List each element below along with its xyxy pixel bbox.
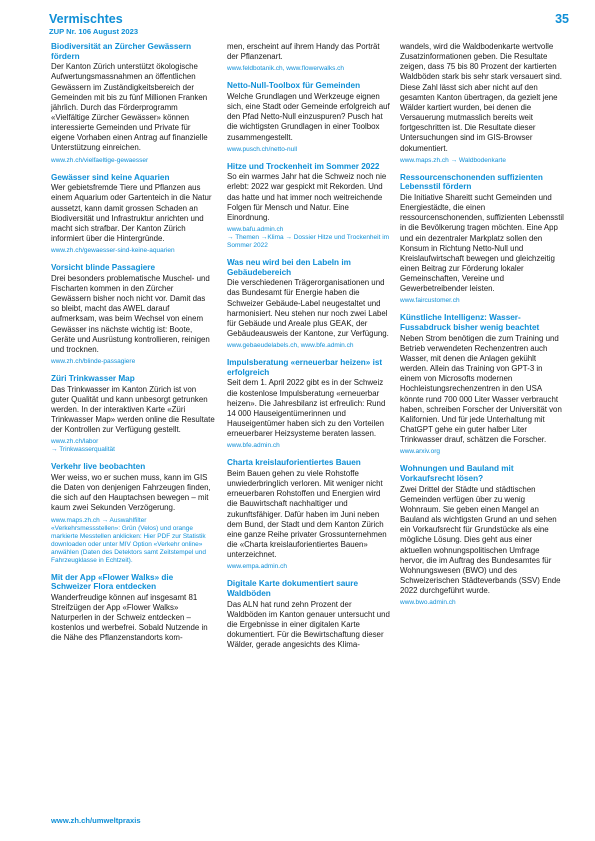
article-links: [51, 247, 215, 255]
article-link[interactable]: www.bafu.admin.ch: [227, 226, 284, 234]
article-link[interactable]: www.bfe.admin.ch: [227, 442, 280, 450]
article-body: wandels, wird die Waldbodenkarte wertvolle Zusatzinformationen geben. Die Resultate zeigen, dass 75 bis 80 Prozent der kartierten Waldböden stark bis sehr stark versauert sind. Diese Zahl lässt sich aber nicht auf den gesamten Kanton übertragen, da gezielt jene Wälder kartiert wurden, bei denen die Versauerung mutmasslich bereits weit fortgeschritten ist. Die Resultate dieser Untersuchungen sind im GIS-Browser dokumentiert.: [400, 42, 562, 153]
article: [51, 173, 215, 256]
article-title: Mit der App «Flower Walks» die Schweizer Flora entdecken: [51, 572, 174, 592]
article-title: Gewässer sind keine Aquarien: [51, 172, 170, 182]
article: [400, 313, 564, 456]
article-title: Charta kreislauforientiertes Bauen: [227, 458, 361, 468]
article-links: [51, 358, 215, 366]
article-links: [227, 65, 391, 73]
article-title: Digitale Karte dokumentiert saure Waldböden: [227, 579, 359, 598]
article-body: Beim Bauen gehen zu viele Rohstoffe unwiederbringlich verloren. Mit weniger nicht erneuerbaren Rohstoffen und Energien wird die Bauwirtschaft nachhaltiger und zukunftsfähiger. Dafür haben im Juni neben dem Bund, der Stadt und dem Kanton Zürich eine ganze Reihe privater Grossunternehmen die «Charta kreislauforientiertes Bauen» unterzeichnet.: [227, 468, 387, 560]
article-links: [227, 442, 391, 450]
article-links: [51, 517, 215, 565]
article-title: Züri Trinkwasser Map: [51, 373, 135, 383]
article-title: Künstliche Intelligenz: Wasser-Fussabdruck bisher wenig beachtet: [400, 313, 540, 333]
article-links: [227, 226, 391, 250]
article-body: Welche Grundlagen und Werkzeuge eignen sich, eine Stadt oder Gemeinde erfolgreich auf den Pfad Netto-Null einzuspuren? Pusch hat die wichtigsten Grundlagen in einer Toolbox zusammengestellt.: [227, 91, 390, 142]
article: [227, 81, 391, 153]
article-link[interactable]: www.faircustomer.ch: [400, 297, 460, 305]
article-body: Das ALN hat rund zehn Prozent der Waldböden im Kanton genauer untersucht und die Ergebnisse in einer digitalen Karte dokumentiert. Für die Bewirtschaftung dieser Wälder, gerade angesichts des Klima-: [227, 599, 390, 650]
article: [227, 258, 391, 350]
article-link[interactable]: www.gebaeudelabels.ch, www.bfe.admin.ch: [227, 342, 354, 350]
article-body: Wer weiss, wo er suchen muss, kann im GIS die Daten von denjenigen Fahrzeugen finden, die sich auf den Hauptachsen bewegen – mit kaum zwei Sekunden Verzögerung.: [51, 472, 211, 513]
article-links: [227, 146, 391, 154]
column-1: [51, 42, 215, 652]
article-body: Zwei Drittel der Städte und städtischen Gemeinden verfügen über zu wenig Wohnraum. Sie geben einen Mangel an Bauland als wichtigsten Grund an und sehen ein Vorkaufsrecht für Grundstücke als eine mögliche Lösung. Dies geht aus einer aktuellen wohnungspolitischen Umfrage hervor, die im Auftrag des Bundesamtes für Wohnungswesen (BWO) und des Schweizerischen Städteverbands (SSV) Ende 2022 durchgeführt wurde.: [400, 484, 561, 596]
article-title: Hitze und Trockenheit im Sommer 2022: [227, 161, 380, 171]
article: [51, 42, 215, 165]
article-link[interactable]: www.zh.ch/gewaesser-sind-keine-aquarien: [51, 247, 175, 255]
article-link[interactable]: www.zh.ch/labor: [51, 438, 99, 446]
article-link[interactable]: → Themen →Klima → Dossier Hitze und Trockenheit im Sommer 2022: [227, 234, 390, 250]
article: [400, 464, 564, 607]
article-link[interactable]: www.zh.ch/vielfaeltige-gewaesser: [51, 156, 149, 164]
article: [51, 573, 215, 644]
article-links: [51, 438, 215, 454]
article-body: Drei besonders problematische Muschel- und Fischarten kommen in den Zürcher Gewässern bisher noch nicht vor. Damit das so bleibt, macht das AWEL darauf aufmerksam, was beim Wechsel von einem Gewässer ins nächste wichtig ist: Boote, Geräte und Ausrüstung kontrollieren, reinigen und trocknen.: [51, 273, 210, 354]
article: [227, 162, 391, 250]
article-link[interactable]: www.feldbotanik.ch, www.flowerwalks.ch: [227, 65, 345, 73]
article-title: Wohnungen und Bauland mit Vorkaufsrecht lösen?: [400, 464, 514, 483]
article-title: Verkehr live beobachten: [51, 462, 146, 472]
article-links: [400, 448, 564, 456]
article: [227, 358, 391, 450]
article-body: Neben Strom benötigen die zum Training und Betrieb verwendeten Rechenzentren auch Wasser, mit denen die Anlagen gekühlt werden. Allein das Training von GPT-3 in einem von Microsofts modernen Hochleistungsrechenzentren in den USA könnte rund 700 000 Liter Wasser verbraucht haben, schreiben Forscher der Universität von Kalifornien. Und für jede Unterhaltung mit ChatGPT gehe ein guter halber Liter Trinkwasser drauf, schätzen die Forscher.: [400, 333, 562, 445]
article: [51, 263, 215, 366]
article-link[interactable]: www.maps.zh.ch → Auswahlfilter «Verkehrsmessstellen»: Grün (Velos) und orange markierte Messtellen anklicken: Hier PDF zur Statistik downloaden oder unter MIV Option «Verkehr online» anwählen (Daten des Detektors samt Zeitstempel und Fahrzeugklasse in Echtzeit).: [51, 516, 206, 564]
article-body: men, erscheint auf ihrem Handy das Porträt der Pflanzenart.: [227, 42, 380, 62]
article: [51, 462, 215, 564]
article-link[interactable]: www.empa.admin.ch: [227, 563, 287, 571]
section-title: Vermischtes: [49, 12, 123, 26]
article: [227, 42, 391, 73]
article-links: [227, 342, 391, 350]
article-links: [227, 563, 391, 571]
article-body: Die verschiedenen Trägerorganisationen und das Bundesamt für Energie haben die Schweizer Gebäude-Label neugestaltet und harmonisiert. Neu stehen nur noch zwei Label für Gebäude und Areale plus GEAK, der Gebäudeausweis der Kantone, zur Verfügung.: [227, 278, 389, 339]
page-number: 35: [555, 12, 569, 26]
article-body: Wanderfreudige können auf insgesamt 81 Streifzügen der App «Flower Walks» Naturperlen in der Schweiz entdecken – kostenlos und werbefrei. Sobald Nutzende in die Nähe des Pflanzenstandorts kom-: [51, 592, 208, 643]
article-title: Ressourcenschonenden suffizienten Lebensstil fördern: [400, 172, 543, 192]
article-body: Der Kanton Zürich unterstützt ökologische Aufwertungsmassnahmen an öffentlichen Gewässern im Zuständigkeitsbereich der Gemeinden mit bis zu fünf Millionen Franken jährlich. Durch das Förderprogramm «Vielfältige Zürcher Gewässer» können interessierte Gemeinden und Private für eigene Vorhaben einen Antrag auf finanzielle Unterstützung einreichen.: [51, 62, 208, 153]
article-title: Vorsicht blinde Passagiere: [51, 263, 156, 273]
article-link[interactable]: www.maps.zh.ch → Waldbodenkarte: [400, 156, 506, 164]
article-body: Die Initiative Shareitt sucht Gemeinden und Energiestädte, die einen ressourcenschonenden, suffizienten Lebensstil in die Bevölkerung tragen möchten. Eine App und ein dezentraler Markplatz sollen den Konsum in Richtung Netto-Null und Kreislaufwirtschaft bewegen und gleichzeitig einen Beitrag zur Förderung lokaler Gemeinschaften, Vereine und Gewerbetreibender leisten.: [400, 192, 564, 294]
footer-link[interactable]: www.zh.ch/umweltpraxis: [51, 816, 141, 825]
article-title: Was neu wird bei den Labeln im Gebäudebereich: [227, 258, 351, 277]
article: [51, 374, 215, 454]
article: [227, 458, 391, 571]
article-link[interactable]: www.bwo.admin.ch: [400, 599, 456, 607]
article-body: Wer gebietsfremde Tiere und Pflanzen aus einem Aquarium oder Gartenteich in die Natur aussetzt, kann damit grossen Schaden an Biodiversität und Infrastruktur anrichten und macht sich strafbar. Der Kanton Zürich informiert über die Hintergründe.: [51, 183, 212, 243]
article-links: [400, 599, 564, 607]
page-header: [49, 12, 569, 42]
article-links: [400, 157, 564, 165]
article-body: Seit dem 1. April 2022 gibt es in der Schweiz die kostenlose Impulsberatung «erneuerbar heizen». Die Jahresbilanz ist erfreulich: Rund 14 000 Hauseigentümerinnen und Hauseigentümer haben sich zu den Vorteilen erneuerbarer Heizsysteme beraten lassen.: [227, 378, 386, 439]
article: [227, 579, 391, 650]
article-link[interactable]: → Trinkwasserqualität: [51, 446, 115, 454]
article-title: Biodiversität an Zürcher Gewässern fördern: [51, 42, 192, 61]
article-body: Das Trinkwasser im Kanton Zürich ist von guter Qualität und kann unbesorgt getrunken werden. In der interaktiven Karte «Züri Trinkwasser Map» werden online die Resultate der Kontrollen zur Verfügung gestellt.: [51, 384, 215, 435]
article-link[interactable]: www.arxiv.org: [400, 448, 440, 456]
article-title: Netto-Null-Toolbox für Gemeinden: [227, 81, 361, 91]
article-body: So ein warmes Jahr hat die Schweiz noch nie erlebt: 2022 war gespickt mit Rekorden. Und das hatte und hat immer noch weitreichende Folgen für Mensch und Natur. Eine Einordnung.: [227, 172, 387, 222]
article: [400, 42, 564, 165]
article-links: [51, 157, 215, 165]
article-link[interactable]: www.pusch.ch/netto-null: [227, 145, 298, 153]
issue-label: ZUP Nr. 106 August 2023: [49, 27, 139, 36]
article-links: [400, 297, 564, 305]
column-3: [400, 42, 564, 615]
column-2: [227, 42, 391, 658]
article-link[interactable]: www.zh.ch/blinde-passagiere: [51, 357, 136, 365]
article: [400, 173, 564, 306]
article-title: Impulsberatung «erneuerbar heizen» ist erfolgreich: [227, 358, 383, 377]
